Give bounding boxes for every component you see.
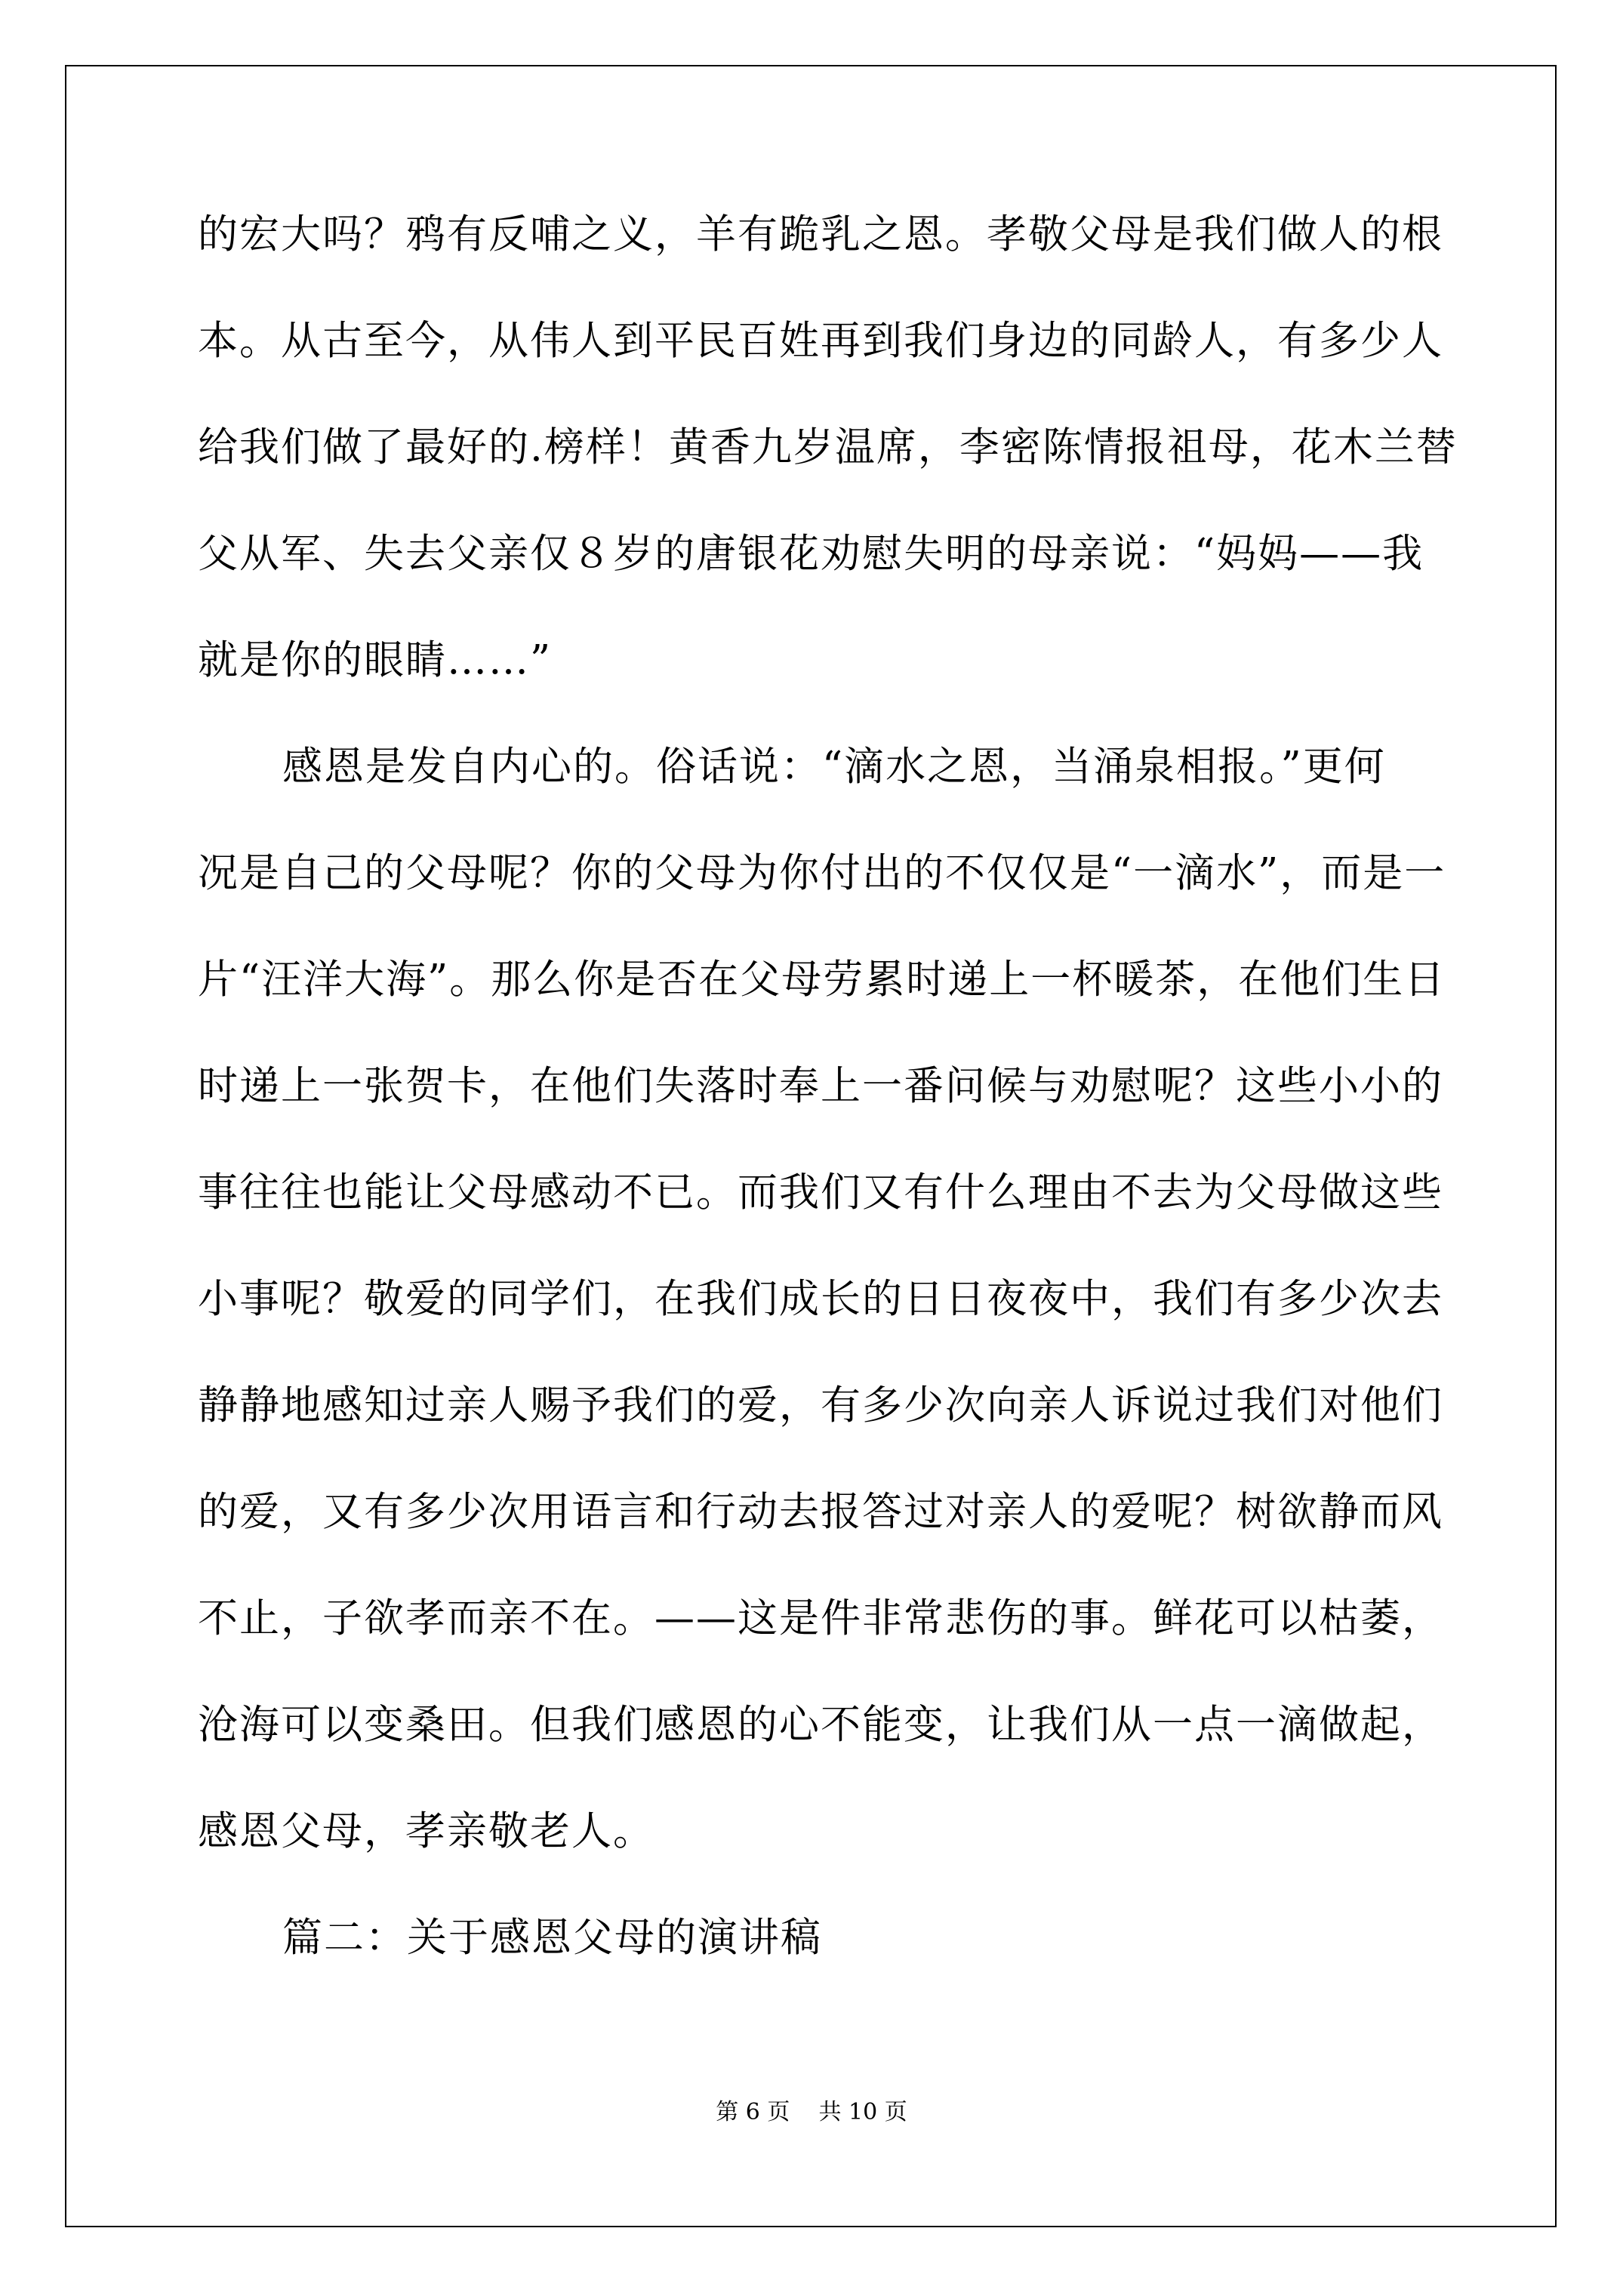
page-number-footer: 第 6 页 共 10 页 bbox=[716, 2099, 907, 2125]
paragraph-start-line: 感恩是发自内心的。俗话说：“滴水之恩，当涌泉相报。”更何 bbox=[282, 744, 1386, 790]
text-line: 父从军、失去父亲仅８岁的唐银花劝慰失明的母亲说：“妈妈——我 bbox=[198, 531, 1424, 577]
text-line: 片“汪洋大海”。那么你是否在父母劳累时递上一杯暖茶，在他们生日 bbox=[198, 957, 1446, 1003]
section-heading: 篇二：关于感恩父母的演讲稿 bbox=[282, 1915, 822, 1961]
text-line: 沧海可以变桑田。但我们感恩的心不能变，让我们从一点一滴做起， bbox=[198, 1702, 1443, 1748]
text-line: 况是自己的父母呢？你的父母为你付出的不仅仅是“一滴水”，而是一 bbox=[198, 850, 1446, 896]
text-line: 小事呢？敬爱的同学们，在我们成长的日日夜夜中，我们有多少次去 bbox=[198, 1276, 1443, 1322]
page-border bbox=[65, 65, 1557, 2227]
text-line: 事往往也能让父母感动不已。而我们又有什么理由不去为父母做这些 bbox=[198, 1170, 1443, 1216]
text-line: 静静地感知过亲人赐予我们的爱，有多少次向亲人诉说过我们对他们 bbox=[198, 1382, 1443, 1428]
text-line: 的宏大吗？鸦有反哺之义，羊有跪乳之恩。孝敬父母是我们做人的根 bbox=[198, 211, 1443, 257]
text-line: 的爱，又有多少次用语言和行动去报答过对亲人的爱呢？树欲静而风 bbox=[198, 1489, 1443, 1535]
text-line: 就是你的眼睛……” bbox=[198, 637, 553, 683]
text-line: 本。从古至今，从伟人到平民百姓再到我们身边的同龄人，有多少人 bbox=[198, 318, 1443, 364]
text-line: 给我们做了最好的.榜样！黄香九岁温席，李密陈情报祖母，花木兰替 bbox=[198, 424, 1458, 470]
text-line: 不止，子欲孝而亲不在。——这是件非常悲伤的事。鲜花可以枯萎， bbox=[198, 1595, 1443, 1641]
text-line: 时递上一张贺卡，在他们失落时奉上一番问候与劝慰呢？这些小小的 bbox=[198, 1063, 1443, 1109]
text-line: 感恩父母，孝亲敬老人。 bbox=[198, 1808, 654, 1854]
